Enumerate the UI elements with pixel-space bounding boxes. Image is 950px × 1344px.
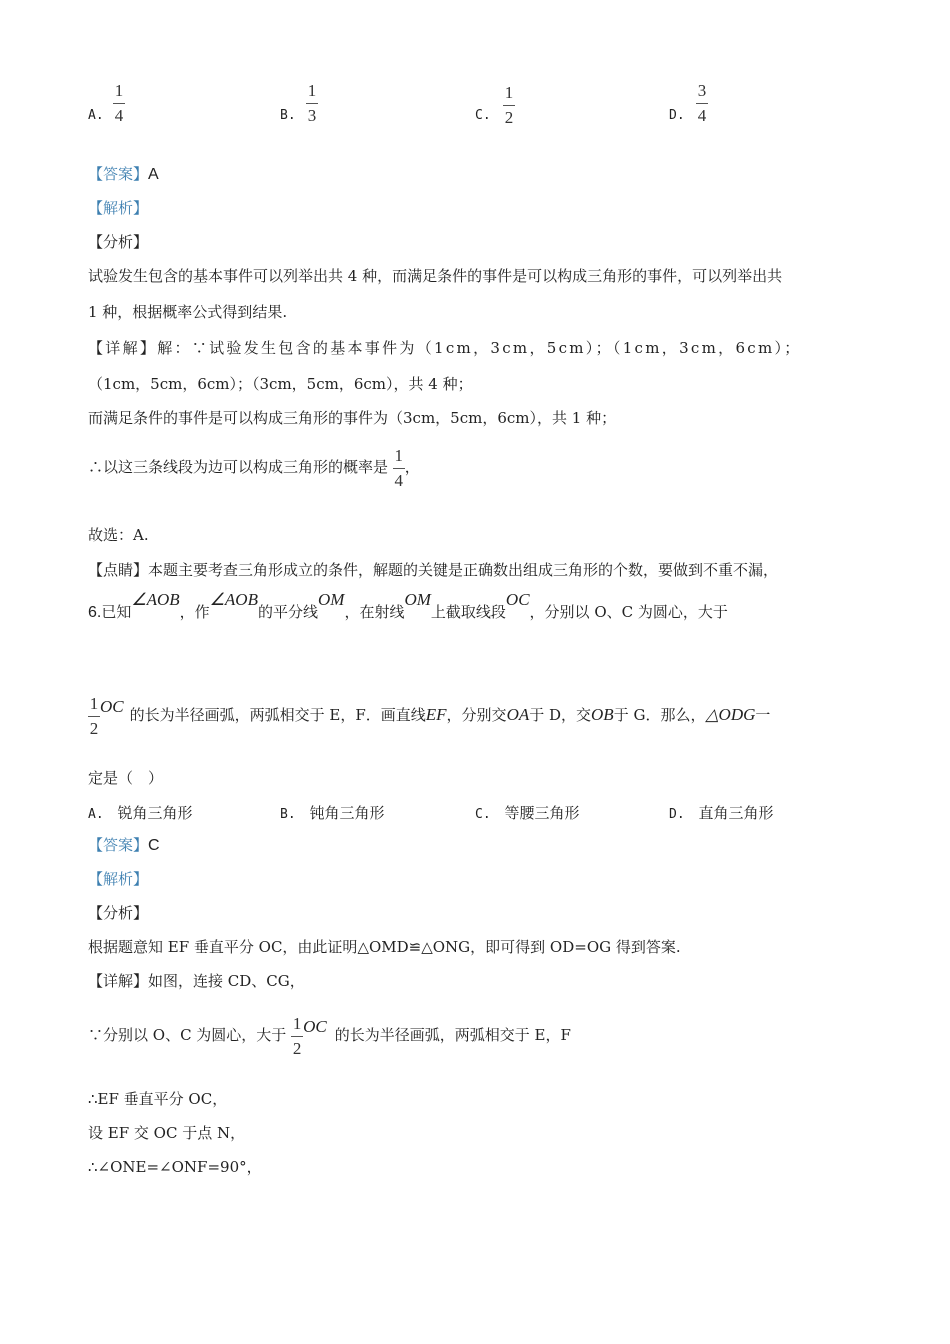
q5-option-d-den: 4 <box>697 106 707 125</box>
q6-detail-line2-post: 的长为半径画弧，两弧相交于 E，F <box>334 1026 571 1044</box>
q5-option-c-num: 1 <box>504 83 514 102</box>
q5-fenxi-tag: 【分析】 <box>88 233 149 251</box>
q5-option-b-num: 1 <box>307 81 317 100</box>
q5-detail-line1: 【详解】解：∵试验发生包含的基本事件为（1cm，3cm，5cm）；（1cm，3cm，6cm）； <box>88 339 802 357</box>
q6-math-odg: △ODG <box>705 705 756 724</box>
q6-option-b-text: 钝角三角形 <box>309 804 385 822</box>
q5-option-c-fraction <box>503 84 515 127</box>
q5-probability-den: 4 <box>394 470 404 490</box>
q6-stem-line2 <box>88 680 770 750</box>
q6-stem-line3: 定是（ ） <box>88 769 164 787</box>
q5-fenxi-line2: 1 种，根据概率公式得到结果. <box>88 303 288 321</box>
q5-answer-tag: 【答案】 <box>88 165 149 183</box>
q6-s9: 于 D，交 <box>529 706 592 724</box>
q6-number: 6. <box>88 604 102 621</box>
q5-detail-line4-post: ， <box>404 458 420 476</box>
q6-option-b-label: B. <box>280 807 296 822</box>
q6-answer-value: C <box>148 837 160 854</box>
q5-choose: 故选：A. <box>88 526 149 544</box>
q6-s4: ，在射线 <box>344 603 405 621</box>
q6-answer-tag: 【答案】 <box>88 836 149 854</box>
q6-detail-line5: ∴∠ONE=∠ONF=90°， <box>88 1158 262 1176</box>
q5-detail-line2: （1cm，5cm，6cm）；（3cm，5cm，6cm），共 4 种； <box>88 375 473 393</box>
q6-s11: 一 <box>755 706 771 724</box>
q6-option-b <box>280 802 385 823</box>
q6-answer <box>88 835 160 856</box>
q6-half-den: 2 <box>89 718 99 738</box>
q6-math-ob: OB <box>591 705 614 724</box>
q5-option-d-num: 3 <box>697 81 707 100</box>
q5-option-b-fraction <box>306 82 318 125</box>
q6-s6: ，分别以 O、C 为圆心，大于 <box>529 603 728 621</box>
q6-detail-half-fraction <box>291 1015 303 1058</box>
q6-math-oc: OC <box>505 590 530 609</box>
q6-option-a-label: A. <box>88 807 104 822</box>
q5-detail-line4-pre: ∴以这三条线段为边可以构成三角形的概率是 <box>88 458 389 476</box>
q5-analysis-tag: 【解析】 <box>88 199 149 217</box>
q5-probability-fraction <box>393 447 405 490</box>
q6-detail-math-oc: OC <box>303 1017 327 1036</box>
q6-analysis-tag: 【解析】 <box>88 870 149 888</box>
q5-answer-value: A <box>148 166 159 183</box>
q6-half-num: 1 <box>89 693 99 713</box>
q6-math-ef: EF <box>425 705 447 724</box>
q6-s1: 已知 <box>101 603 132 621</box>
q5-option-b-label: B. <box>280 108 296 123</box>
q6-option-a-text: 锐角三角形 <box>117 804 193 822</box>
q5-option-d-fraction <box>696 82 708 125</box>
q6-option-d <box>669 802 774 823</box>
q6-s3: 的平分线 <box>257 603 318 621</box>
q6-math-oc-2: OC <box>100 697 124 716</box>
q5-option-a-num: 1 <box>114 81 124 100</box>
q6-detail-half-num: 1 <box>292 1013 302 1033</box>
q6-s7: 的长为半径画弧，两弧相交于 E，F．画直线 <box>129 706 426 724</box>
q5-option-c-den: 2 <box>504 108 514 127</box>
q6-s2: ，作 <box>179 603 210 621</box>
q6-s10: 于 G．那么， <box>613 706 706 724</box>
q6-option-c <box>475 802 580 823</box>
q6-s5: 上截取线段 <box>430 603 506 621</box>
q6-detail-half-den: 2 <box>292 1038 302 1058</box>
q6-detail-line2-pre: ∵分别以 O、C 为圆心，大于 <box>88 1026 287 1044</box>
q6-fenxi-tag: 【分析】 <box>88 904 149 922</box>
q5-option-c-label: C. <box>475 108 491 123</box>
q5-option-d-label: D. <box>669 108 685 123</box>
q6-math-om: OM <box>317 590 345 609</box>
q6-detail-line2 <box>88 1005 571 1065</box>
q5-detail-line4 <box>88 442 420 492</box>
q6-math-aob-2: ∠AOB <box>209 590 258 609</box>
q6-s8: ，分别交 <box>446 706 507 724</box>
q6-option-c-label: C. <box>475 807 491 822</box>
q6-detail-line1: 【详解】如图，连接 CD、CG， <box>88 972 305 990</box>
q6-math-aob: ∠AOB <box>131 590 180 609</box>
q6-math-oa: OA <box>506 705 530 724</box>
q5-option-a-fraction <box>113 82 125 125</box>
q6-option-d-label: D. <box>669 807 685 822</box>
q6-math-om-2: OM <box>404 590 431 609</box>
q6-option-c-text: 等腰三角形 <box>504 804 580 822</box>
q6-fenxi-text: 根据题意知 EF 垂直平分 OC，由此证明△OMD≌△ONG，即可得到 OD=OG 得到答案. <box>88 938 681 956</box>
q6-detail-line3: ∴EF 垂直平分 OC， <box>88 1090 228 1108</box>
q5-answer <box>88 164 159 185</box>
q5-probability-num: 1 <box>394 445 404 465</box>
q6-option-d-text: 直角三角形 <box>698 804 774 822</box>
q5-fenxi-line1: 试验发生包含的基本事件可以列举出共 4 种，而满足条件的事件是可以构成三角形的事件，可以列举出共 <box>88 267 783 285</box>
q5-option-a-label: A. <box>88 108 104 123</box>
q5-option-a-den: 4 <box>114 106 124 125</box>
q5-option-b-den: 3 <box>307 106 317 125</box>
q6-half-fraction <box>88 695 100 738</box>
q6-stem-line1 <box>88 592 728 633</box>
q6-detail-line4: 设 EF 交 OC 于点 N， <box>88 1124 246 1142</box>
q6-option-a <box>88 802 193 823</box>
q5-comment: 【点睛】本题主要考查三角形成立的条件，解题的关键是正确数出组成三角形的个数，要做到不重不漏， <box>88 561 779 579</box>
q5-detail-line3: 而满足条件的事件是可以构成三角形的事件为（3cm，5cm，6cm），共 1 种； <box>88 409 617 427</box>
